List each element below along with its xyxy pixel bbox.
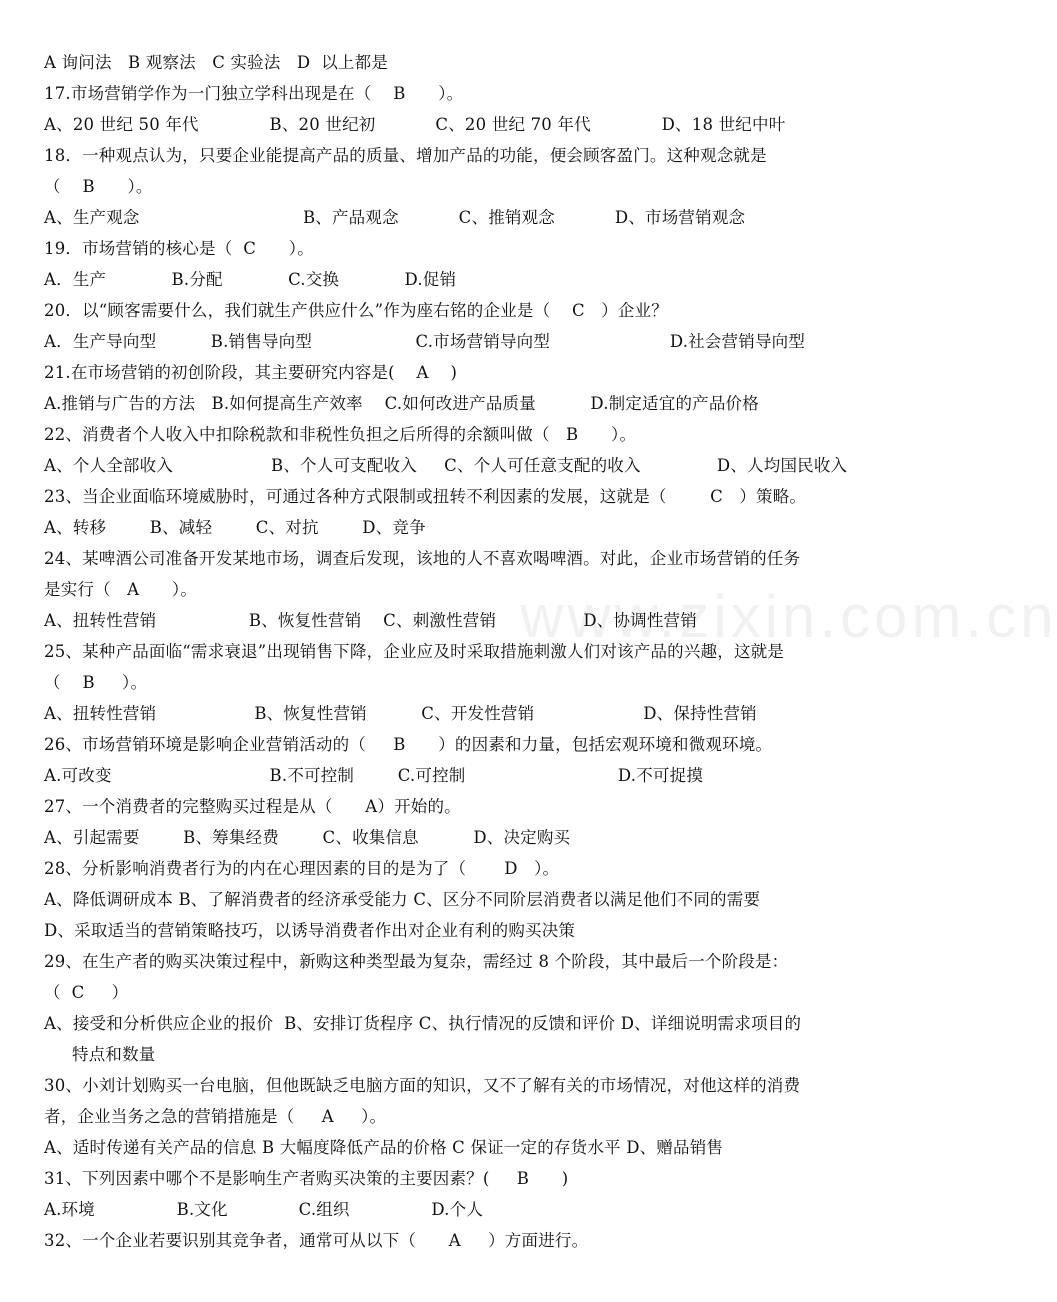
text-line: 23、当企业面临环境威胁时，可通过各种方式限制或扭转不利因素的发展，这就是（ C ）策略。 — [44, 487, 807, 506]
text-line: 30、小刘计划购买一台电脑，但他既缺乏电脑方面的知识，又不了解有关的市场情况，对他这样的消费 — [44, 1076, 801, 1095]
text-line: 24、某啤酒公司准备开发某地市场，调查后发现，该地的人不喜欢喝啤酒。对此，企业市场营销的任务 — [44, 549, 801, 568]
text-line: A.推销与广告的方法 B.如何提高生产效率 C.如何改进产品质量 D.制定适宜的产品价格 — [44, 394, 759, 413]
text-line: D、采取适当的营销策略技巧，以诱导消费者作出对企业有利的购买决策 — [44, 921, 576, 940]
text-line: 32、一个企业若要识别其竞争者，通常可从以下（ A ）方面进行。 — [44, 1231, 589, 1250]
text-line: A 询问法 B 观察法 C 实验法 D 以上都是 — [44, 53, 389, 72]
text-line: （ C ） — [44, 983, 129, 1002]
text-line: A、接受和分析供应企业的报价 B、安排订货程序 C、执行情况的反馈和评价 D、详细说明需求项目的 — [44, 1014, 802, 1033]
text-line: 29、在生产者的购买决策过程中，新购这种类型最为复杂，需经过 8 个阶段，其中最后一个阶段是： — [44, 952, 789, 971]
text-line: A、引起需要 B、筹集经费 C、收集信息 D、决定购买 — [44, 828, 571, 847]
text-line: 是实行（ A ）。 — [44, 580, 198, 599]
text-line: 26、市场营销环境是影响企业营销活动的（ B ）的因素和力量，包括宏观环境和微观环境。 — [44, 735, 773, 754]
text-line: A、扭转性营销 B、恢复性营销 C、开发性营销 D、保持性营销 — [44, 704, 757, 723]
text-line: A．生产导向型 B.销售导向型 C.市场营销导向型 D.社会营销导向型 — [44, 332, 806, 351]
text-line: A、降低调研成本 B、了解消费者的经济承受能力 C、区分不同阶层消费者以满足他们不同的需要 — [44, 890, 761, 909]
text-line: 特点和数量 — [72, 1045, 156, 1064]
text-line: 者，企业当务之急的营销措施是（ A ）。 — [44, 1107, 387, 1126]
text-line: 18．一种观点认为，只要企业能提高产品的质量、增加产品的功能，便会顾客盈门。这种观念就是 — [44, 146, 767, 165]
text-line: A、适时传递有关产品的信息 B 大幅度降低产品的价格 C 保证一定的存货水平 D、赠品销售 — [44, 1138, 724, 1157]
text-line: A．生产 B.分配 C.交换 D.促销 — [44, 270, 457, 289]
text-line: 25、某种产品面临“需求衰退”出现销售下降，企业应及时采取措施刺激人们对该产品的兴趣，这就是 — [44, 642, 785, 661]
text-line: 28、分析影响消费者行为的内在心理因素的目的是为了（ D ）。 — [44, 859, 560, 878]
text-line: 21.在市场营销的初创阶段，其主要研究内容是( A ) — [44, 363, 458, 382]
text-line: A、扭转性营销 B、恢复性营销 C、刺激性营销 D、协调性营销 — [44, 611, 697, 630]
watermark: www.zixin.com.cn — [520, 583, 1057, 650]
text-line: A.环境 B.文化 C.组织 D.个人 — [44, 1200, 484, 1219]
text-line: A、转移 B、减轻 C、对抗 D、竞争 — [44, 518, 426, 537]
text-line: （ B ）。 — [44, 177, 153, 196]
text-line: A、个人全部收入 B、个人可支配收入 C、个人可任意支配的收入 D、人均国民收入 — [44, 456, 848, 475]
text-line: 27、一个消费者的完整购买过程是从（ A）开始的。 — [44, 797, 461, 816]
text-line: A、生产观念 B、产品观念 C、推销观念 D、市场营销观念 — [44, 208, 746, 227]
text-line: （ B ）。 — [44, 673, 148, 692]
text-line: 20．以“顾客需要什么，我们就生产供应什么”作为座右铭的企业是（ C ）企业？ — [44, 301, 669, 320]
text-line: 19．市场营销的核心是（ C ）。 — [44, 239, 314, 258]
text-line: 17.市场营销学作为一门独立学科出现是在（ B ）。 — [44, 84, 464, 103]
text-line: 31、下列因素中哪个不是影响生产者购买决策的主要因素？( B ) — [44, 1169, 569, 1188]
text-line: 22、消费者个人收入中扣除税款和非税性负担之后所得的余额叫做（ B ）。 — [44, 425, 637, 444]
text-line: A、20 世纪 50 年代 B、20 世纪初 C、20 世纪 70 年代 D、18 世纪中叶 — [44, 115, 786, 134]
text-line: A.可改变 B.不可控制 C.可控制 D.不可捉摸 — [44, 766, 704, 785]
